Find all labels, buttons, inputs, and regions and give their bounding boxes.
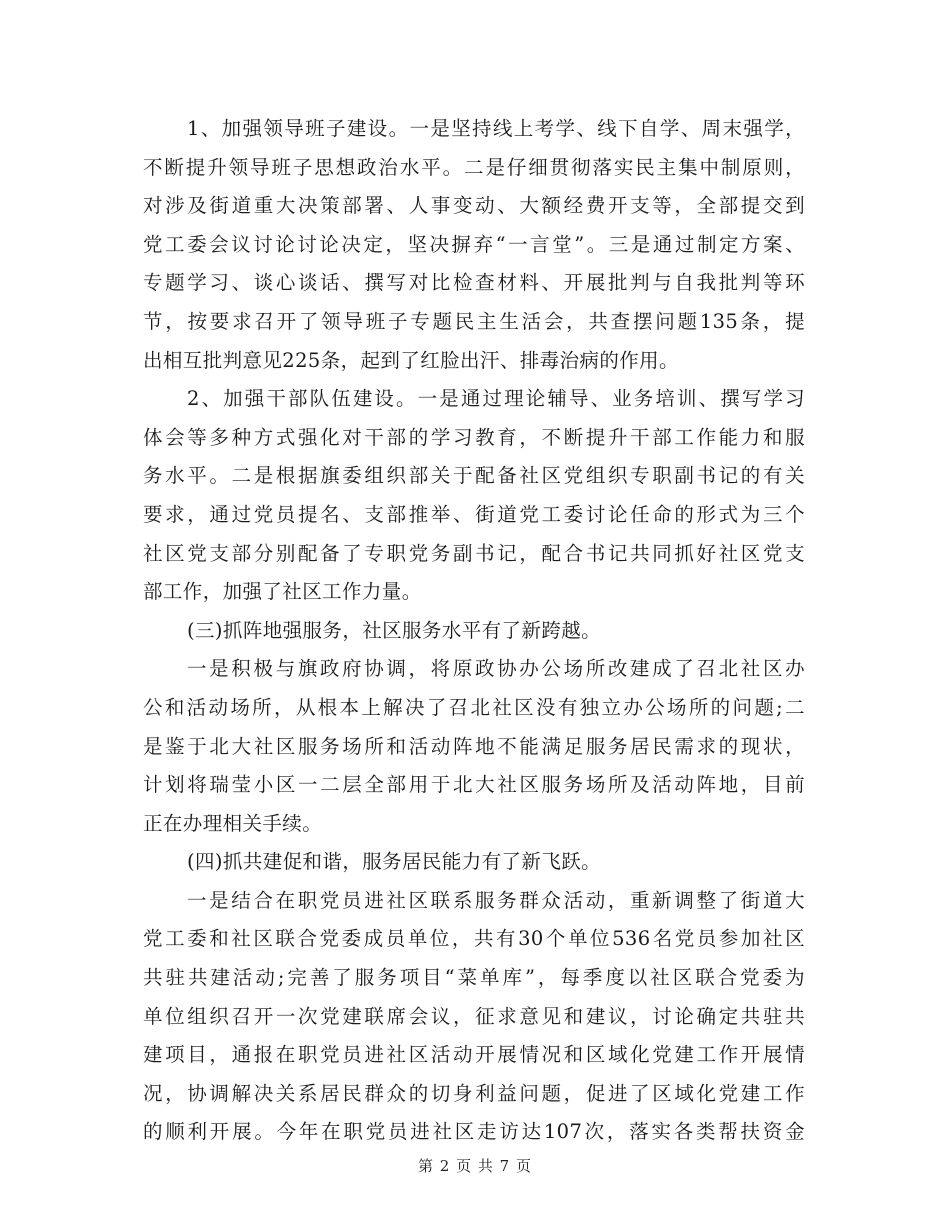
text-line: 共驻共建活动;完善了服务项目“菜单库”，每季度以社区联合党委为 (143, 966, 805, 990)
text-line: 的顺利开展。今年在职党员进社区走访达107次，落实各类帮扶资金 (143, 1120, 805, 1144)
text-line: 计划将瑞莹小区一二层全部用于北大社区服务场所及活动阵地，目前 (143, 773, 805, 797)
text-line: 况，协调解决关系居民群众的切身利益问题，促进了区域化党建工作 (143, 1081, 805, 1105)
text-line: 党工委会议讨论讨论决定，坚决摒弃“一言堂”。三是通过制定方案、 (143, 232, 805, 256)
text-line: 社区党支部分别配备了专职党务副书记，配合书记共同抓好社区党支 (143, 541, 805, 565)
text-line: 要求，通过党员提名、支部推举、街道党工委讨论任命的形式为三个 (143, 502, 805, 526)
text-line: 体会等多种方式强化对干部的学习教育，不断提升干部工作能力和服 (143, 425, 805, 449)
text-line: 节，按要求召开了领导班子专题民主生活会，共查摆问题135条，提 (143, 309, 805, 333)
page-number-footer: 第 2 页 共 7 页 (418, 1157, 532, 1175)
text-line: 专题学习、谈心谈话、撰写对比检查材料、开展批判与自我批判等环 (143, 271, 805, 295)
text-line: 一是积极与旗政府协调，将原政协办公场所改建成了召北社区办 (187, 657, 805, 681)
text-line: 不断提升领导班子思想政治水平。二是仔细贯彻落实民主集中制原则， (143, 155, 805, 179)
text-line: 务水平。二是根据旗委组织部关于配备社区党组织专职副书记的有关 (143, 464, 805, 488)
text-line: 单位组织召开一次党建联席会议，征求意见和建议，讨论确定共驻共 (143, 1004, 805, 1028)
text-line: 出相互批判意见225条，起到了红脸出汗、排毒治病的作用。 (143, 348, 679, 372)
text-line: 1、加强领导班子建设。一是坚持线上考学、线下自学、周末强学， (187, 117, 805, 140)
document-body (143, 110, 805, 1152)
text-line: 一是结合在职党员进社区联系服务群众活动，重新调整了街道大 (187, 888, 805, 912)
text-line: 正在办理相关手续。 (143, 811, 323, 835)
text-line: 是鉴于北大社区服务场所和活动阵地不能满足服务居民需求的现状， (143, 734, 805, 758)
text-line: 建项目，通报在职党员进社区活动开展情况和区域化党建工作开展情 (143, 1043, 805, 1067)
text-line: 对涉及街道重大决策部署、人事变动、大额经费开支等，全部提交到 (143, 194, 805, 218)
text-line: 公和活动场所，从根本上解决了召北社区没有独立办公场所的问题;二 (143, 695, 805, 719)
text-line: (四)抓共建促和谐，服务居民能力有了新飞跃。 (187, 850, 602, 874)
text-line: 2、加强干部队伍建设。一是通过理论辅导、业务培训、撰写学习 (187, 387, 805, 411)
text-line: 部工作，加强了社区工作力量。 (143, 580, 422, 604)
text-line: 党工委和社区联合党委成员单位，共有30个单位536名党员参加社区 (143, 927, 805, 951)
text-line: (三)抓阵地强服务，社区服务水平有了新跨越。 (187, 618, 602, 642)
